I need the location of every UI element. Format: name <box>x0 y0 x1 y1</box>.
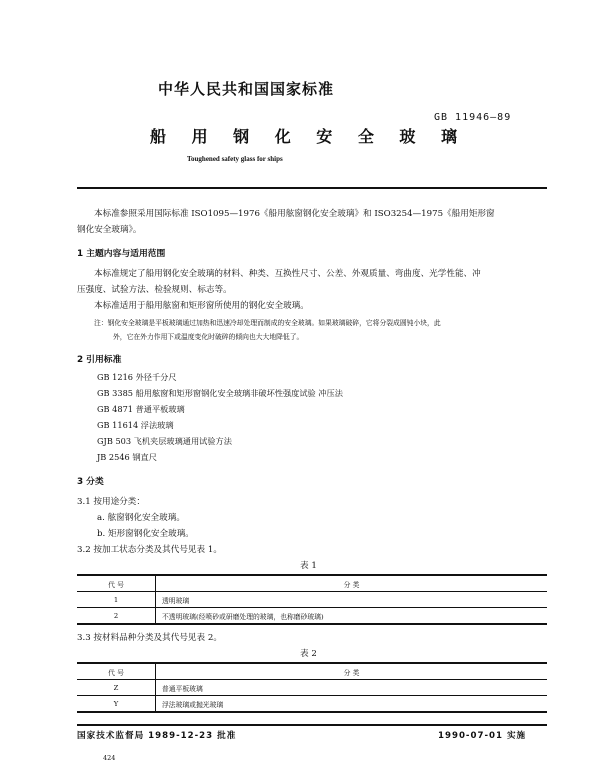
standard-code: GB 11946—89 <box>434 112 512 123</box>
section-3-1: 3.1 按用途分类： <box>77 497 145 507</box>
table-2 <box>77 662 547 713</box>
table-cell: Z <box>77 680 156 696</box>
table-cell: 浮法玻璃或抛光玻璃 <box>156 696 548 713</box>
section-1-para-2: 本标准适用于船用舷窗和矩形窗所使用的钢化安全玻璃。 <box>94 301 309 311</box>
table-1 <box>77 574 547 625</box>
header-divider <box>77 187 547 189</box>
reference-item: JB 2546 钢直尺 <box>97 452 157 462</box>
section-3-heading: 3 分类 <box>77 477 104 487</box>
table-row <box>77 592 547 608</box>
reference-item: GB 3385 船用舷窗和矩形窗钢化安全玻璃非破坏性强度试验 冲压法 <box>97 388 343 398</box>
table-cell: Y <box>77 696 156 713</box>
table-row <box>77 696 547 713</box>
table-2-caption: 表 2 <box>300 649 317 659</box>
section-1-para-1: 本标准规定了船用钢化安全玻璃的材料、种类、互换性尺寸、公差、外观质量、弯曲度、光学性能、冲 <box>94 269 481 279</box>
section-1-para-1-cont: 压强度、试验方法、检验规则、标志等。 <box>77 285 232 295</box>
standard-name: 中华人民共和国国家标准 <box>158 80 335 98</box>
table-header-cell: 分 类 <box>156 663 548 680</box>
document-title: 船 用 钢 化 安 全 玻 璃 <box>150 127 467 146</box>
section-3-3: 3.3 按材料品种分类及其代号见表 2。 <box>77 633 222 643</box>
table-cell: 普通平板玻璃 <box>156 680 548 696</box>
table-header-cell: 代 号 <box>77 575 156 592</box>
table-row <box>77 608 547 625</box>
section-3-1-item-a: a. 舷窗钢化安全玻璃。 <box>97 513 185 523</box>
section-1-note-1: 注：钢化安全玻璃是平板玻璃通过加热和迅速冷却处理而制成的安全玻璃。如果玻璃破碎，它将分裂成圆钝小块，此 <box>94 319 441 327</box>
table-header-row <box>77 575 547 592</box>
table-1-caption: 表 1 <box>300 561 317 571</box>
reference-item: GJB 503 飞机夹层玻璃通用试验方法 <box>97 436 232 446</box>
page-number: 424 <box>103 754 116 762</box>
intro-line-2: 钢化安全玻璃》。 <box>77 225 142 235</box>
table-cell: 1 <box>77 592 156 608</box>
section-1-heading: 1 主题内容与适用范围 <box>77 249 166 259</box>
approval-line: 国家技术监督局 1989-12-23 批准 <box>77 731 237 741</box>
english-title: Toughened safety glass for ships <box>187 155 283 163</box>
table-cell: 2 <box>77 608 156 625</box>
section-3-1-item-b: b. 矩形窗钢化安全玻璃。 <box>97 529 194 539</box>
reference-item: GB 4871 普通平板玻璃 <box>97 404 185 414</box>
table-row <box>77 680 547 696</box>
table-header-cell: 分 类 <box>156 575 548 592</box>
table-cell: 不透明玻璃(经喷砂或研磨处理的玻璃，也称磨砂玻璃) <box>156 608 548 625</box>
footer-divider <box>77 724 547 726</box>
reference-item: GB 11614 浮法玻璃 <box>97 420 174 430</box>
table-cell: 透明玻璃 <box>156 592 548 608</box>
intro-line-1: 本标准参照采用国际标准 ISO1095—1976《船用舷窗钢化安全玻璃》和 ISO3254—1975《船用矩形窗 <box>94 209 495 219</box>
reference-item: GB 1216 外径千分尺 <box>97 372 177 382</box>
section-1-note-2: 外，它在外力作用下或温度变化时破碎的倾向也大大地降低了。 <box>113 333 304 341</box>
table-header-row <box>77 663 547 680</box>
section-2-heading: 2 引用标准 <box>77 355 122 365</box>
effective-date: 1990-07-01 实施 <box>438 731 527 741</box>
section-3-2: 3.2 按加工状态分类及其代号见表 1。 <box>77 545 222 555</box>
table-header-cell: 代 号 <box>77 663 156 680</box>
